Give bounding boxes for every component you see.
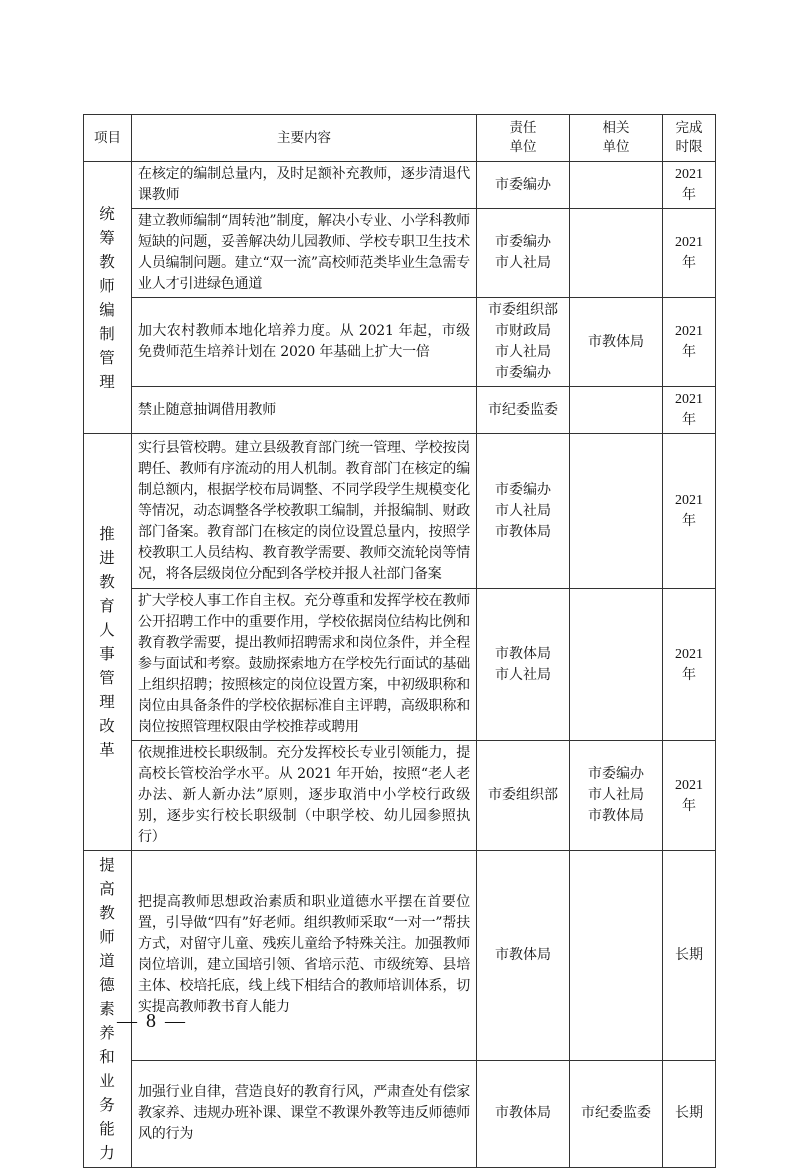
deadline-cell: 2021 年 — [663, 387, 716, 434]
related-cell: 市教体局 — [570, 298, 663, 387]
page-number: — 8 — — [117, 1010, 187, 1032]
header-responsible-unit: 责任 单位 — [477, 115, 570, 162]
responsible-cell: 市委编办 市人社局 市教体局 — [477, 434, 570, 589]
header-content: 主要内容 — [132, 115, 477, 162]
responsible-cell: 市教体局 — [477, 1060, 570, 1167]
category-cell — [84, 162, 132, 434]
deadline-cell: 2021 年 — [663, 209, 716, 298]
table-row — [84, 209, 716, 298]
responsible-cell: 市委组织部 — [477, 741, 570, 851]
category-label: 推进教育人事管理改革 — [99, 525, 116, 759]
category-cell — [84, 851, 132, 1168]
related-cell — [570, 589, 663, 741]
deadline-cell: 2021 年 — [663, 741, 716, 851]
category-label: 提高教师道德素养和业务能力 — [99, 856, 116, 1162]
table-row — [84, 387, 716, 434]
related-cell: 市委编办 市人社局 市教体局 — [570, 741, 663, 851]
related-cell — [570, 434, 663, 589]
deadline-cell: 2021 年 — [663, 434, 716, 589]
content-cell: 实行县管校聘。建立县级教育部门统一管理、学校按岗聘任、教师有序流动的用人机制。教育部门在核定的编制总额内，根据学校布局调整、不同学段学生规模变化等情况，动态调整各学校教职工编制，并报编制、财政部门备案。教育部门在核定的岗位设置总量内，按照学校教职工人员结构、教育教学需要、教师交流轮岗等情况，将各层级岗位分配到各学校并报人社部门备案 — [132, 434, 477, 589]
header-related-unit: 相关 单位 — [570, 115, 663, 162]
responsible-cell: 市委组织部 市财政局 市人社局 市委编办 — [477, 298, 570, 387]
responsible-cell: 市委编办 市人社局 — [477, 209, 570, 298]
category-label: 统筹教师编制管理 — [99, 204, 116, 391]
related-cell — [570, 387, 663, 434]
content-cell: 扩大学校人事工作自主权。充分尊重和发挥学校在教师公开招聘工作中的重要作用，学校依据岗位结构比例和教育教学需要，提出教师招聘需求和岗位条件，并全程参与面试和考察。鼓励探索地方在学校先行面试的基础上组织招聘；按照核定的岗位设置方案，中初级职称和岗位由具备条件的学校依据标准自主评聘，高级职称和岗位按照管理权限由学校推荐或聘用 — [132, 589, 477, 741]
related-cell — [570, 162, 663, 209]
deadline-cell: 长期 — [663, 851, 716, 1061]
header-deadline: 完成 时限 — [663, 115, 716, 162]
category-cell — [84, 434, 132, 851]
responsible-cell: 市委编办 — [477, 162, 570, 209]
responsible-cell: 市教体局 市人社局 — [477, 589, 570, 741]
deadline-cell: 长期 — [663, 1060, 716, 1167]
header-project: 项目 — [84, 115, 132, 162]
content-cell: 把提高教师思想政治素质和职业道德水平摆在首要位置，引导做“四有”好老师。组织教师采取“一对一”帮扶方式，对留守儿童、残疾儿童给予特殊关注。加强教师岗位培训，建立国培引领、省培示范、市级统筹、县培主体、校培托底，线上线下相结合的教师培训体系，切实提高教师教书育人能力 — [132, 851, 477, 1061]
table-row — [84, 162, 716, 209]
content-cell: 建立教师编制“周转池”制度，解决小专业、小学科教师短缺的问题，妥善解决幼儿园教师、学校专职卫生技术人员编制问题。建立“双一流”高校师范类毕业生急需专业人才引进绿色通道 — [132, 209, 477, 298]
content-cell: 禁止随意抽调借用教师 — [132, 387, 477, 434]
content-cell: 依规推进校长职级制。充分发挥校长专业引领能力，提高校长管校治学水平。从 2021 年开始，按照“老人老办法、新人新办法”原则，逐步取消中小学校行政级别，逐步实行校长职级制（中职学校、幼儿园参照执行） — [132, 741, 477, 851]
related-cell — [570, 209, 663, 298]
table-row — [84, 1060, 716, 1167]
table-row — [84, 434, 716, 589]
related-cell: 市纪委监委 — [570, 1060, 663, 1167]
content-cell: 加强行业自律，营造良好的教育行风，严肃查处有偿家教家养、违规办班补课、课堂不教课外教等违反师德师风的行为 — [132, 1060, 477, 1167]
table-row — [84, 298, 716, 387]
deadline-cell: 2021 年 — [663, 162, 716, 209]
table-row — [84, 589, 716, 741]
header-row — [84, 115, 716, 162]
responsible-cell: 市纪委监委 — [477, 387, 570, 434]
content-cell: 加大农村教师本地化培养力度。从 2021 年起，市级免费师范生培养计划在 2020 年基础上扩大一倍 — [132, 298, 477, 387]
content-cell: 在核定的编制总量内，及时足额补充教师，逐步清退代课教师 — [132, 162, 477, 209]
related-cell — [570, 851, 663, 1061]
table-row — [84, 741, 716, 851]
deadline-cell: 2021 年 — [663, 298, 716, 387]
responsible-cell: 市教体局 — [477, 851, 570, 1061]
deadline-cell: 2021 年 — [663, 589, 716, 741]
